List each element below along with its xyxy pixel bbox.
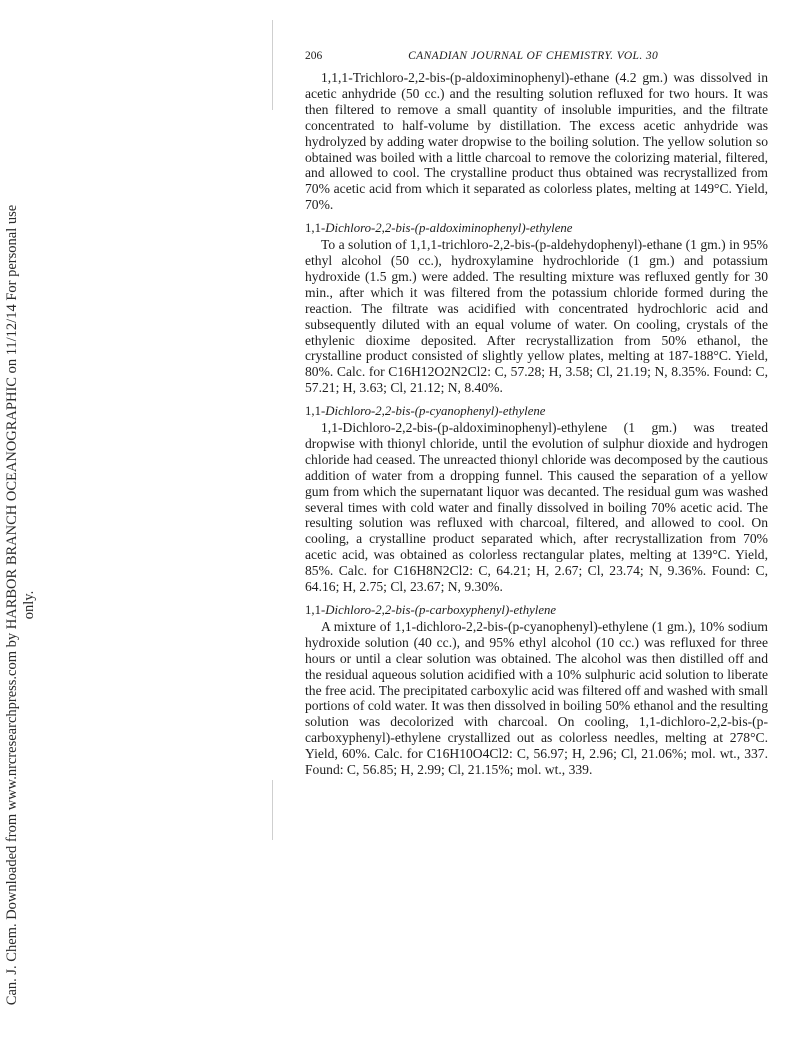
section-heading-prefix: 1,1-: [305, 404, 326, 419]
section-body: To a solution of 1,1,1-trichloro-2,2-bis-(p-aldehydophenyl)-ethane (1 gm.) in 95% ethyl alcohol (50 cc.), hydroxylamine hydrochloride (1 gm.) and potassium hydroxide (1.5 gm.) were added. The resulting mixture was refluxed gently for 30 min., after which it was filtered from the potassium chloride formed during the reaction. The filtrate was acidified with concentrated hydrochloric acid and subsequently diluted with an equal volume of water. On cooling, crystals of the ethylenic dioxime deposited. After recrystallization from 50% ethanol, the crystalline product consisted of slightly yellow plates, melting at 187-188°C. Yield, 80%. Calc. for C16H12O2N2Cl2: C, 57.28; H, 3.58; Cl, 21.19; N, 8.35%. Found: C, 57.21; H, 3.63; Cl, 21.12; N, 8.40%.: [305, 237, 768, 396]
section-body: 1,1-Dichloro-2,2-bis-(p-aldoximinophenyl)-ethylene (1 gm.) was treated dropwise with thionyl chloride, until the evolution of sulphur dioxide and hydrogen chloride had ceased. The unreacted thionyl chloride was decomposed by the cautious addition of water from a dropping funnel. This caused the separation of a yellow gum from which the supernatant liquor was decanted. The residual gum was washed several times with cold water and finally dissolved in boiling 70% acetic acid. The resulting solution was refluxed with charcoal, filtered, and allowed to cool. On cooling, a crystalline product separated which, after recrystallization from 70% acetic acid, was obtained as colorless rectangular plates, melting at 139°C. Yield, 85%. Calc. for C16H8N2Cl2: C, 64.21; H, 2.67; Cl, 23.74; N, 9.36%. Found: C, 64.16; H, 2.75; Cl, 23.67; N, 9.30%.: [305, 420, 768, 595]
section-heading-prefix: 1,1-: [305, 221, 326, 236]
intro-paragraph: 1,1,1-Trichloro-2,2-bis-(p-aldoximinophenyl)-ethane (4.2 gm.) was dissolved in acetic anhydride (50 cc.) and the resulting solution refluxed for two hours. It was then filtered to remove a small quantity of insoluble impurities, and the filtrate concentrated to half-volume by distillation. The excess acetic anhydride was hydrolyzed by adding water dropwise to the boiling solution. The yellow solution so obtained was boiled with a little charcoal to remove the colorizing material, filtered, and allowed to cool. The crystalline product thus obtained was recrystallized from 70% acetic acid from which it separated as colorless plates, melting at 149°C. Yield, 70%.: [305, 70, 768, 213]
download-notice-text: Can. J. Chem. Downloaded from www.nrcresearchpress.com by HARBOR BRANCH OCEANOGRAPHIC on 11/12/14 For personal use only.: [4, 204, 37, 1006]
section-heading-title: Dichloro-2,2-bis-(p-cyanophenyl)-ethylene: [325, 404, 546, 419]
scan-edge-line: [272, 780, 273, 840]
section-body: A mixture of 1,1-dichloro-2,2-bis-(p-cyanophenyl)-ethylene (1 gm.), 10% sodium hydroxide solution (40 cc.), and 95% ethyl alcohol (10 cc.) was refluxed for three hours or until a clear solution was obtained. The alcohol was then distilled off and the residual aqueous solution acidified with a 10% sulphuric acid solution to liberate the free acid. The precipitated carboxylic acid was filtered off and washed with small portions of cold water. It was then dissolved in boiling 50% ethanol and the resulting solution was decolorized with charcoal. On cooling, 1,1-dichloro-2,2-bis-(p-carboxyphenyl)-ethylene crystallized out as colorless needles, melting at 278°C. Yield, 60%. Calc. for C16H10O4Cl2: C, 56.97; H, 2.96; Cl, 21.06%; mol. wt., 337. Found: C, 56.85; H, 2.99; Cl, 21.15%; mol. wt., 339.: [305, 618, 769, 778]
section-heading: [305, 603, 768, 619]
journal-page: [305, 49, 768, 778]
section-heading-title: Dichloro-2,2-bis-(p-aldoximinophenyl)-ethylene: [325, 221, 573, 236]
section-heading: [305, 404, 768, 420]
section-cyanophenyl-ethylene: [305, 404, 768, 595]
section-heading-title: Dichloro-2,2-bis-(p-carboxyphenyl)-ethylene: [325, 603, 557, 617]
section-carboxyphenyl-ethylene: [305, 603, 768, 778]
download-notice: [4, 190, 38, 1020]
section-heading: [305, 221, 768, 237]
section-heading-prefix: 1,1-: [305, 603, 326, 617]
section-aldoximinophenyl-ethylene: [305, 221, 768, 396]
running-title: CANADIAN JOURNAL OF CHEMISTRY. VOL. 30: [408, 50, 659, 62]
page-number: 206: [305, 50, 323, 62]
header-spacer: [744, 49, 768, 63]
page-header: [305, 49, 768, 63]
scan-edge-line: [272, 20, 273, 110]
